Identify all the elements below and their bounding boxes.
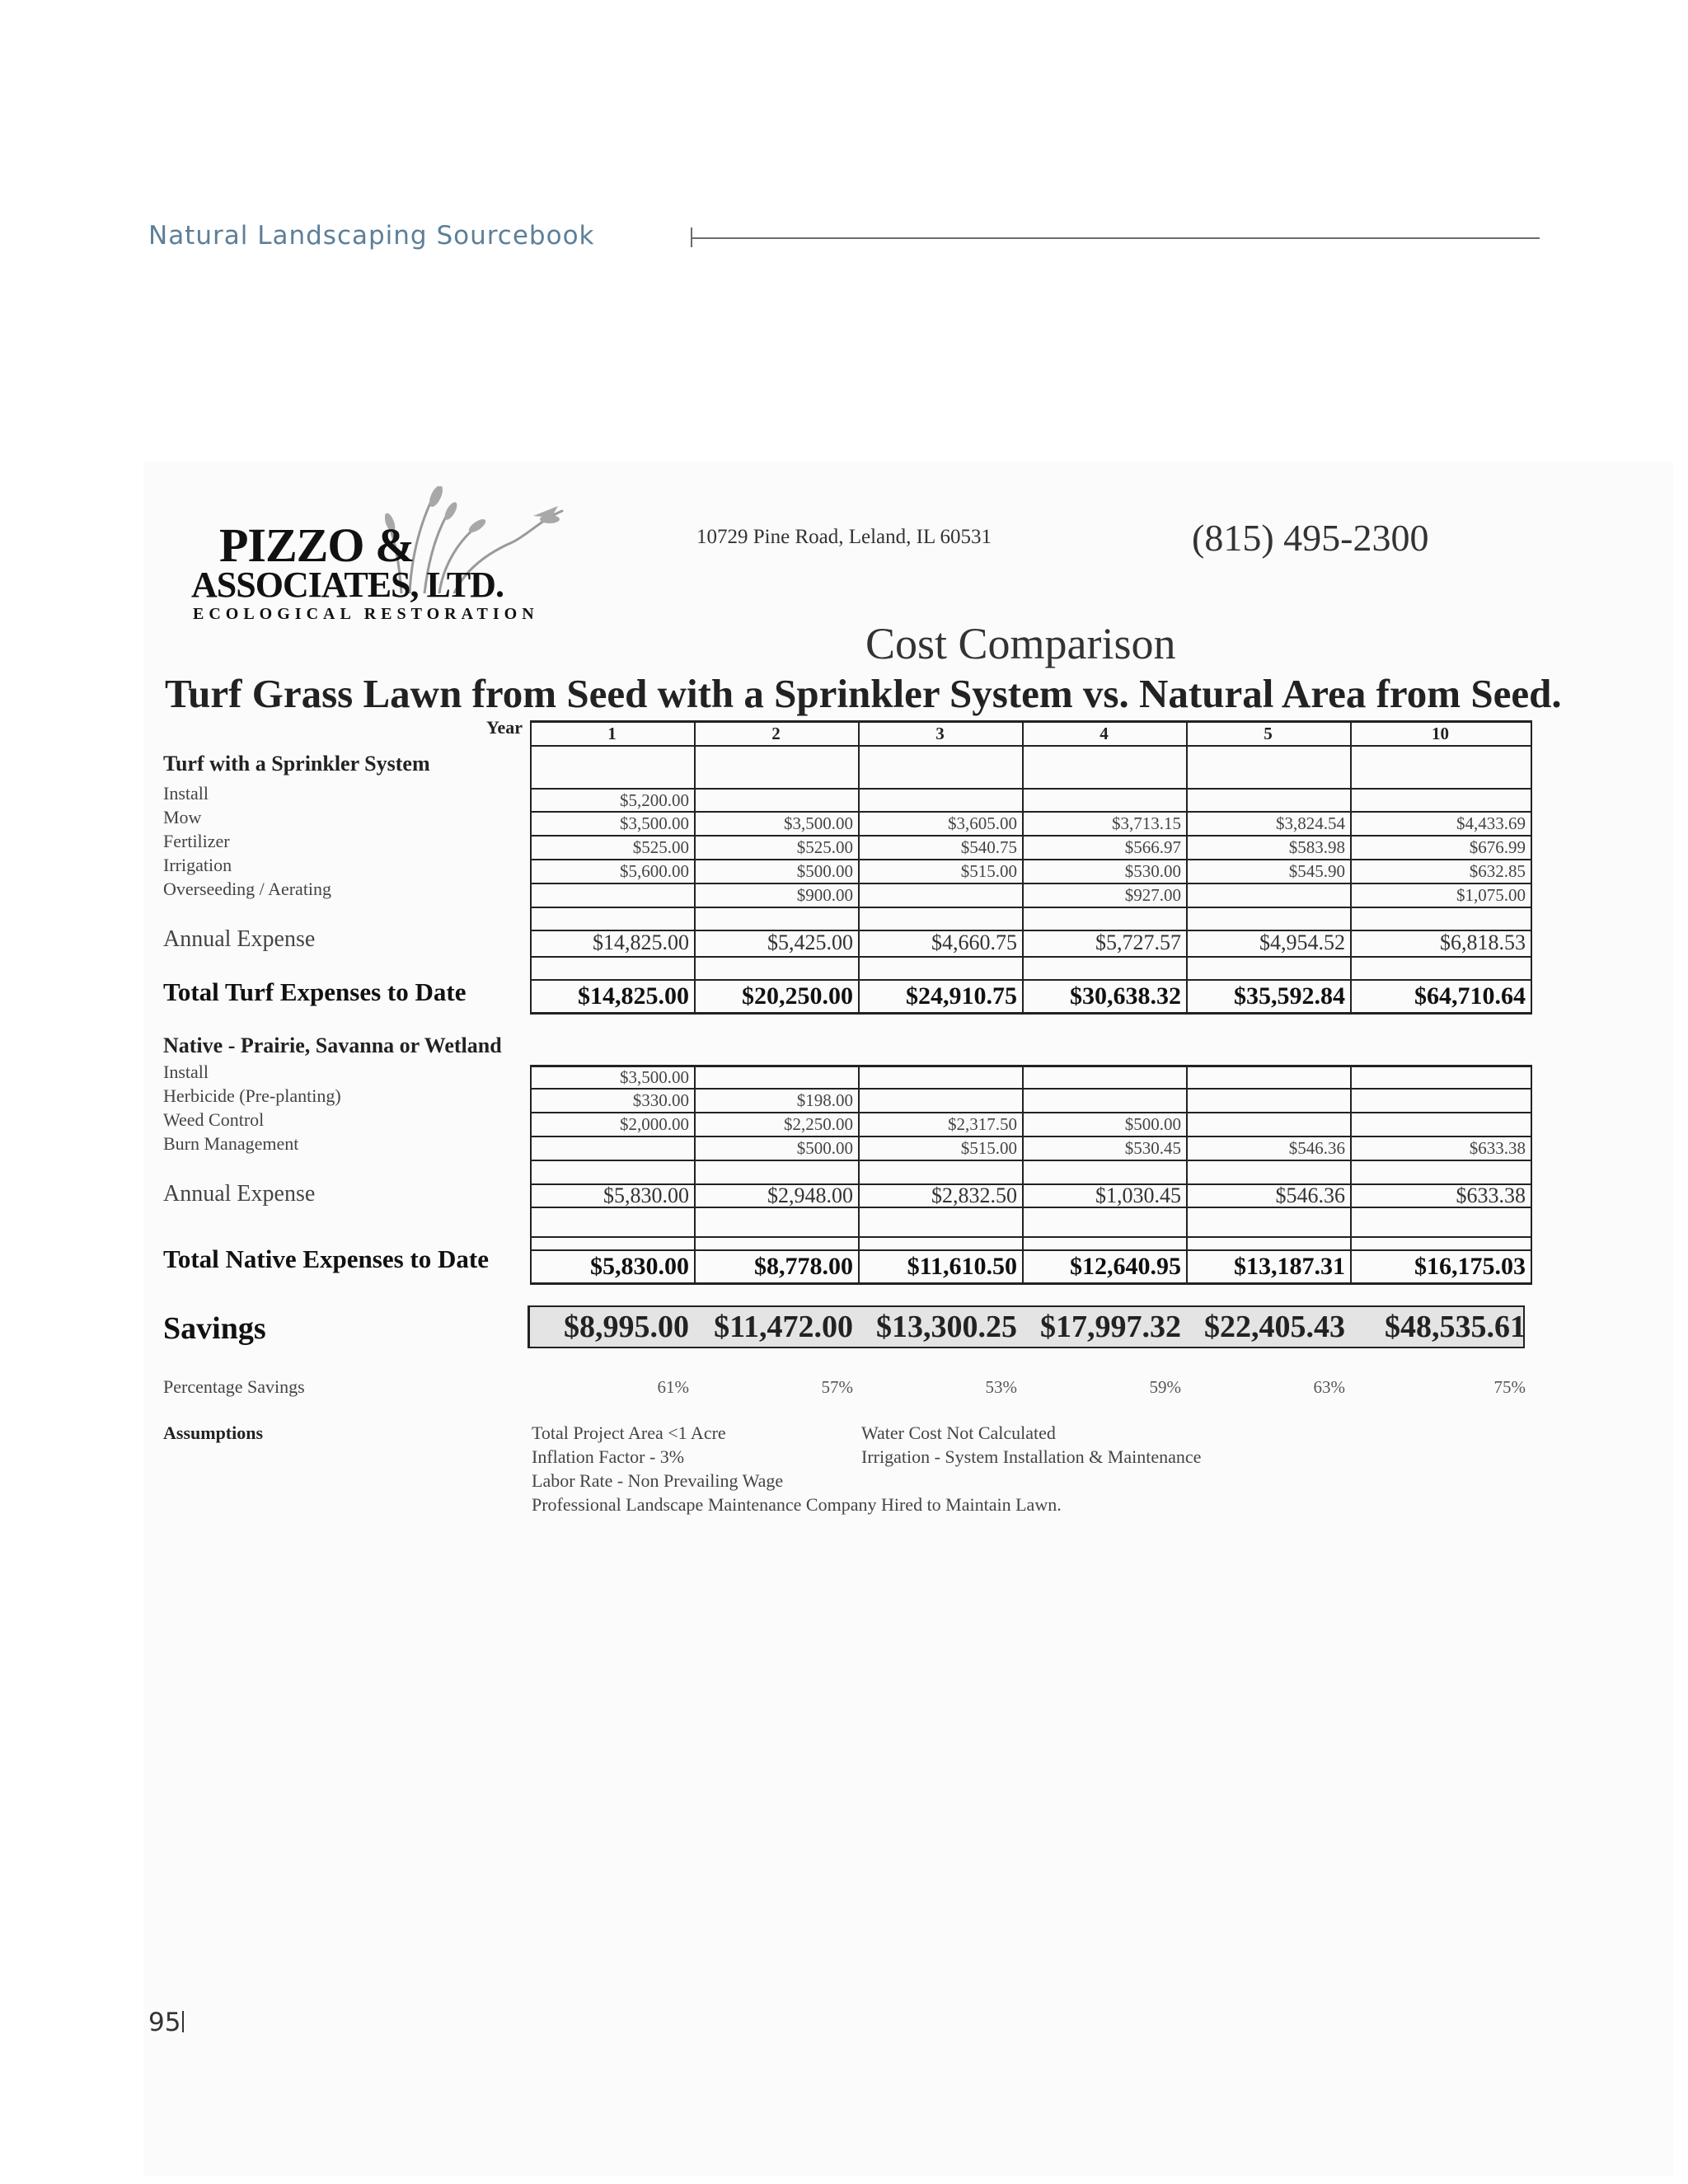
assumption-item: Total Project Area <1 Acre (532, 1422, 726, 1443)
native-total-cell: $8,778.00 (754, 1253, 853, 1280)
year-header: 2 (771, 724, 781, 743)
native-total-label: Total Native Expenses to Date (163, 1244, 489, 1273)
turf-cost-cell: $5,600.00 (620, 861, 689, 881)
turf-annual-cell: $4,954.52 (1259, 930, 1345, 954)
page-number-bar (182, 2011, 184, 2032)
table-grid-line (1186, 720, 1188, 1014)
year-header: 10 (1432, 724, 1449, 743)
table-grid-line (528, 1305, 530, 1348)
native-cost-cell: $2,317.50 (948, 1114, 1017, 1134)
turf-cost-cell: $583.98 (1288, 837, 1345, 857)
native-annual-cell: $1,030.45 (1095, 1183, 1181, 1207)
turf-cost-cell: $540.75 (960, 837, 1017, 857)
turf-cost-cell: $545.90 (1288, 861, 1345, 881)
table-grid-line (1022, 720, 1024, 1014)
percentage-cell: 57% (821, 1377, 853, 1397)
native-cost-cell: $500.00 (1124, 1114, 1181, 1134)
table-grid-line (1186, 1065, 1188, 1284)
native-cost-cell: $546.36 (1288, 1138, 1345, 1158)
turf-cost-cell: $5,200.00 (620, 790, 689, 810)
turf-cost-cell: $3,824.54 (1276, 813, 1345, 833)
savings-cell: $17,997.32 (1040, 1310, 1181, 1344)
assumption-item: Irrigation - System Installation & Maintenance (861, 1446, 1202, 1467)
year-header: 4 (1100, 724, 1109, 743)
native-cost-cell: $530.45 (1124, 1138, 1181, 1158)
native-cost-cell: $2,250.00 (784, 1114, 853, 1134)
turf-cost-cell: $3,713.15 (1112, 813, 1181, 833)
comparison-heading: Turf Grass Lawn from Seed with a Sprinkler System vs. Natural Area from Seed. (165, 671, 1562, 716)
table-grid-line (694, 720, 696, 1014)
turf-cost-cell: $515.00 (960, 861, 1017, 881)
company-phone: (815) 495-2300 (1192, 517, 1429, 559)
turf-annual-cell: $5,727.57 (1095, 930, 1181, 954)
turf-row-label: Overseeding / Aerating (163, 879, 332, 899)
turf-total-label: Total Turf Expenses to Date (163, 977, 467, 1006)
native-cost-cell: $330.00 (632, 1090, 689, 1110)
turf-row-label: Mow (163, 807, 202, 827)
page-number: 95 (148, 2008, 181, 2037)
turf-cost-cell: $566.97 (1124, 837, 1181, 857)
turf-annual-cell: $6,818.53 (1440, 930, 1526, 954)
year-header: 5 (1264, 724, 1273, 743)
turf-annual-cell: $5,425.00 (767, 930, 853, 954)
native-row-label: Burn Management (163, 1133, 299, 1154)
table-grid-line (694, 1065, 696, 1284)
assumption-item: Water Cost Not Calculated (861, 1422, 1056, 1443)
native-annual-cell: $2,948.00 (767, 1183, 853, 1207)
native-total-cell: $11,610.50 (907, 1253, 1017, 1280)
native-cost-cell: $2,000.00 (620, 1114, 689, 1134)
year-label: Year (486, 717, 523, 738)
turf-cost-cell: $927.00 (1124, 885, 1181, 905)
logo-name-line: PIZZO & (219, 518, 415, 572)
native-annual-cell: $546.36 (1275, 1183, 1345, 1207)
table-grid-line (530, 1160, 1532, 1161)
turf-cost-cell: $1,075.00 (1456, 885, 1526, 905)
percentage-cell: 75% (1493, 1377, 1526, 1397)
percentage-cell: 59% (1149, 1377, 1181, 1397)
turf-cost-cell: $525.00 (796, 837, 853, 857)
turf-row-label: Install (163, 783, 209, 804)
logo-associates-line: ASSOCIATES, LTD. (191, 565, 504, 605)
turf-section-heading: Turf with a Sprinkler System (163, 752, 430, 776)
company-address: 10729 Pine Road, Leland, IL 60531 (696, 526, 992, 548)
percentage-savings-label: Percentage Savings (163, 1376, 305, 1397)
turf-annual-cell: $14,825.00 (593, 930, 689, 954)
savings-cell: $22,405.43 (1204, 1310, 1345, 1344)
turf-cost-cell: $900.00 (796, 885, 853, 905)
native-row-label: Install (163, 1062, 209, 1082)
year-header: 3 (935, 724, 945, 743)
table-grid-line (530, 956, 1532, 958)
header-rule (691, 237, 1540, 239)
table-grid-line (1350, 720, 1352, 1014)
turf-total-cell: $30,638.32 (1070, 982, 1181, 1010)
turf-cost-cell: $3,500.00 (620, 813, 689, 833)
table-grid-line (530, 1065, 532, 1284)
table-grid-line (1022, 1065, 1024, 1284)
turf-cost-cell: $676.99 (1469, 837, 1526, 857)
assumption-item: Inflation Factor - 3% (532, 1446, 685, 1467)
year-header: 1 (607, 724, 617, 743)
native-row-label: Weed Control (163, 1109, 265, 1130)
savings-cell: $11,472.00 (714, 1310, 853, 1344)
native-total-cell: $5,830.00 (590, 1253, 689, 1280)
table-grid-line (530, 720, 532, 1014)
savings-cell: $13,300.25 (876, 1310, 1017, 1344)
native-annual-label: Annual Expense (163, 1181, 316, 1207)
native-cost-cell: $633.38 (1469, 1138, 1526, 1158)
table-grid-line (530, 1236, 1532, 1238)
native-cost-cell: $515.00 (960, 1138, 1017, 1158)
turf-total-cell: $35,592.84 (1234, 982, 1345, 1010)
savings-cell: $8,995.00 (564, 1310, 689, 1344)
company-logo (191, 486, 570, 630)
turf-row-label: Irrigation (163, 855, 232, 875)
percentage-cell: 53% (985, 1377, 1017, 1397)
table-grid-line (858, 720, 860, 1014)
native-total-cell: $16,175.03 (1414, 1253, 1526, 1280)
native-section-heading: Native - Prairie, Savanna or Wetland (163, 1033, 502, 1057)
turf-cost-cell: $4,433.69 (1456, 813, 1526, 833)
native-annual-cell: $5,830.00 (603, 1183, 689, 1207)
native-row-label: Herbicide (Pre-planting) (163, 1085, 341, 1106)
turf-cost-cell: $3,500.00 (784, 813, 853, 833)
table-grid-line (530, 745, 1532, 747)
turf-cost-cell: $530.00 (1124, 861, 1181, 881)
native-cost-cell: $3,500.00 (620, 1067, 689, 1087)
assumption-item: Professional Landscape Maintenance Company Hired to Maintain Lawn. (532, 1494, 1062, 1515)
logo-tagline: ECOLOGICAL RESTORATION (193, 605, 539, 623)
turf-annual-cell: $4,660.75 (931, 930, 1017, 954)
savings-cell: $48,535.61 (1385, 1310, 1526, 1344)
turf-annual-label: Annual Expense (163, 926, 316, 952)
native-total-cell: $13,187.31 (1234, 1253, 1345, 1280)
native-total-cell: $12,640.95 (1070, 1253, 1181, 1280)
native-cost-cell: $198.00 (796, 1090, 853, 1110)
table-grid-line (530, 1282, 1532, 1285)
percentage-cell: 63% (1313, 1377, 1345, 1397)
table-grid-line (530, 1012, 1532, 1015)
header-title: Natural Landscaping Sourcebook (148, 221, 595, 251)
cost-comparison-title: Cost Comparison (865, 619, 1176, 668)
turf-total-cell: $20,250.00 (742, 982, 853, 1010)
native-annual-cell: $633.38 (1456, 1183, 1526, 1207)
table-grid-line (1531, 720, 1532, 1014)
assumptions-label: Assumptions (163, 1422, 264, 1443)
turf-cost-cell: $632.85 (1469, 861, 1526, 881)
turf-total-cell: $24,910.75 (906, 982, 1017, 1010)
native-annual-cell: $2,832.50 (931, 1183, 1017, 1207)
turf-cost-cell: $525.00 (632, 837, 689, 857)
percentage-cell: 61% (657, 1377, 689, 1397)
turf-cost-cell: $500.00 (796, 861, 853, 881)
table-grid-line (1350, 1065, 1352, 1284)
turf-cost-cell: $3,605.00 (948, 813, 1017, 833)
turf-row-label: Fertilizer (163, 831, 230, 851)
table-grid-line (1531, 1065, 1532, 1284)
table-grid-line (530, 907, 1532, 908)
turf-total-cell: $14,825.00 (578, 982, 689, 1010)
savings-label: Savings (163, 1311, 266, 1346)
table-grid-line (858, 1065, 860, 1284)
native-cost-cell: $500.00 (796, 1138, 853, 1158)
assumption-item: Labor Rate - Non Prevailing Wage (532, 1470, 784, 1491)
turf-total-cell: $64,710.64 (1414, 982, 1526, 1010)
